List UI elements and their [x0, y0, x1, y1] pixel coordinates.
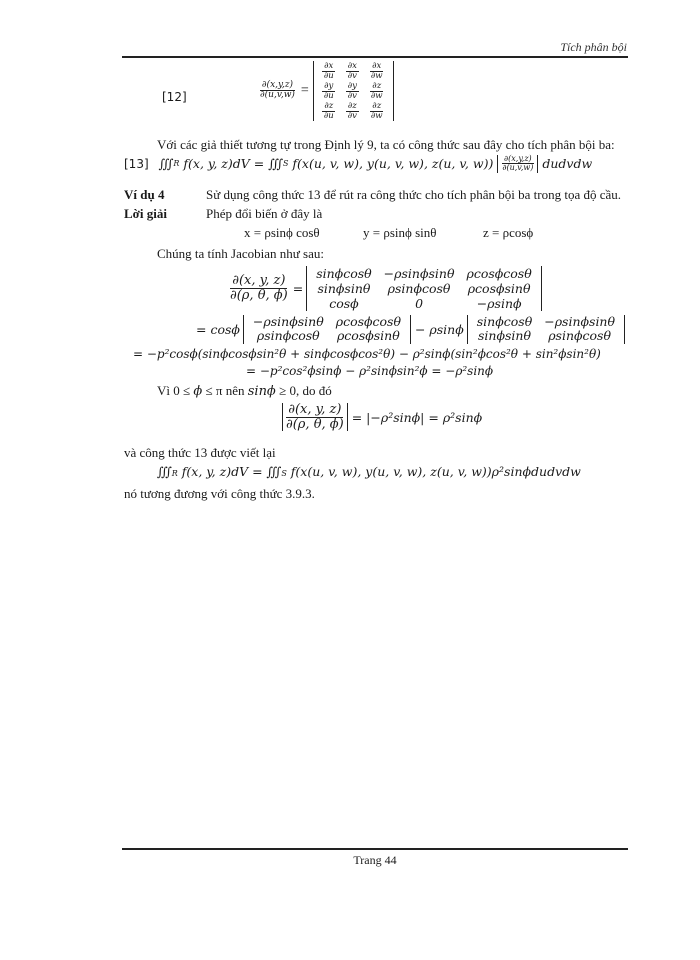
solution-label: Lời giải: [124, 206, 167, 221]
equation-13-label: [13]: [124, 156, 149, 171]
equals-sign: =: [300, 82, 309, 98]
absolute-jacobian: $\frac{\partial(x, y, z)}{\partial(\rho, \theta, \phi)}$ = |−ρ²sinϕ| = ρ²sinϕ: [282, 403, 482, 431]
footer-rule: [122, 848, 628, 850]
minor-1: −ρsinϕsinθ ρcosϕcosθ ρsinϕcosθ ρcosϕsinθ: [243, 315, 411, 344]
conclusion-text: nó tương đương với công thức 3.9.3.: [124, 486, 315, 501]
jacobian-intro: Chúng ta tính Jacobian như sau:: [157, 246, 324, 261]
page-number: Trang 44: [353, 853, 397, 867]
jacobian-lhs: $\frac{\partial(x,y,z)}{\partial(u,v,w)}$: [260, 79, 295, 101]
equation-13: [13] ∭ R f(x, y, z)dV = ∭ S f(x(u, v, w), y(u, v, w), z(u, v, w)) $\frac{\partial(x,y,z)}{\partial(u,v,w)}$ dudvdw: [124, 154, 593, 173]
matrix-row: $\frac{\partial y}{\partial u}$ $\frac{\partial y}{\partial v}$ $\frac{\partial z}{\partial w}$: [323, 81, 383, 101]
expansion-line-4: = −p²cos²ϕsinϕ − ρ²sinϕsin²ϕ = −ρ²sinϕ: [246, 364, 494, 378]
equation-12-label: [12]: [162, 90, 187, 104]
example-text: Sử dụng công thức 13 để rút ra công thức cho tích phân bội ba trong tọa độ cầu.: [206, 187, 622, 202]
partial-derivative-matrix: [313, 61, 394, 121]
running-header-title: Tích phân bội: [560, 40, 627, 54]
substitution-z: z = ρcosϕ: [483, 225, 534, 240]
intro-paragraph: Với các giả thiết tương tự trong Định lý 9, ta có công thức sau đây cho tích phân bội ba:: [157, 137, 615, 152]
since-statement: Vì 0 ≤ ϕ ≤ π nên sinϕ ≥ 0, do đó: [157, 383, 332, 399]
cofactor-expansion: = cosϕ −ρsinϕsinθ ρcosϕcosθ ρsinϕcosθ ρcosϕsinθ − ρsinϕ sinϕcosθ −ρsinϕsinθ sinϕsinθ ρsinϕcosθ: [196, 315, 625, 344]
jacobian-matrix: sinϕcosθ −ρsinϕsinθ ρcosϕcosθ sinϕsinθ ρsinϕcosθ ρcosϕsinθ cosϕ 0 −ρsinϕ: [306, 266, 542, 311]
example-label: Ví dụ 4: [124, 187, 165, 202]
rewrite-text: và công thức 13 được viết lại: [124, 445, 276, 460]
substitution-y: y = ρsinϕ sinθ: [363, 225, 437, 240]
substitution-x: x = ρsinϕ cosθ: [244, 225, 320, 240]
minor-2: sinϕcosθ −ρsinϕsinθ sinϕsinθ ρsinϕcosθ: [467, 315, 625, 344]
solution-text: Phép đổi biến ở đây là: [206, 206, 323, 221]
jacobian-abs: $\frac{\partial(x,y,z)}{\partial(u,v,w)}$: [497, 155, 538, 173]
header-rule: [122, 56, 628, 58]
matrix-row: $\frac{\partial x}{\partial u}$ $\frac{\partial x}{\partial v}$ $\frac{\partial x}{\partial w}$: [323, 61, 383, 81]
spherical-jacobian: $\frac{\partial(x, y, z)}{\partial(\rho, \theta, \phi)}$ = sinϕcosθ −ρsinϕsinθ ρcosϕcosθ sinϕsinθ ρsinϕcosθ ρcosϕsinθ cosϕ 0 −ρsinϕ: [228, 266, 542, 311]
matrix-row: $\frac{\partial z}{\partial u}$ $\frac{\partial z}{\partial v}$ $\frac{\partial z}{\partial w}$: [323, 100, 383, 121]
equation-12: [258, 61, 394, 121]
spherical-integral-formula: ∭ R f(x, y, z)dV = ∭ S f(x(u, v, w), y(u, v, w), z(u, v, w))ρ²sinϕdudvdw: [157, 464, 581, 479]
expansion-line-3: = −p²cosϕ(sinϕcosϕsin²θ + sinϕcosϕcos²θ) − ρ²sinϕ(sin²ϕcos²θ + sin²ϕsin²θ): [133, 347, 601, 361]
